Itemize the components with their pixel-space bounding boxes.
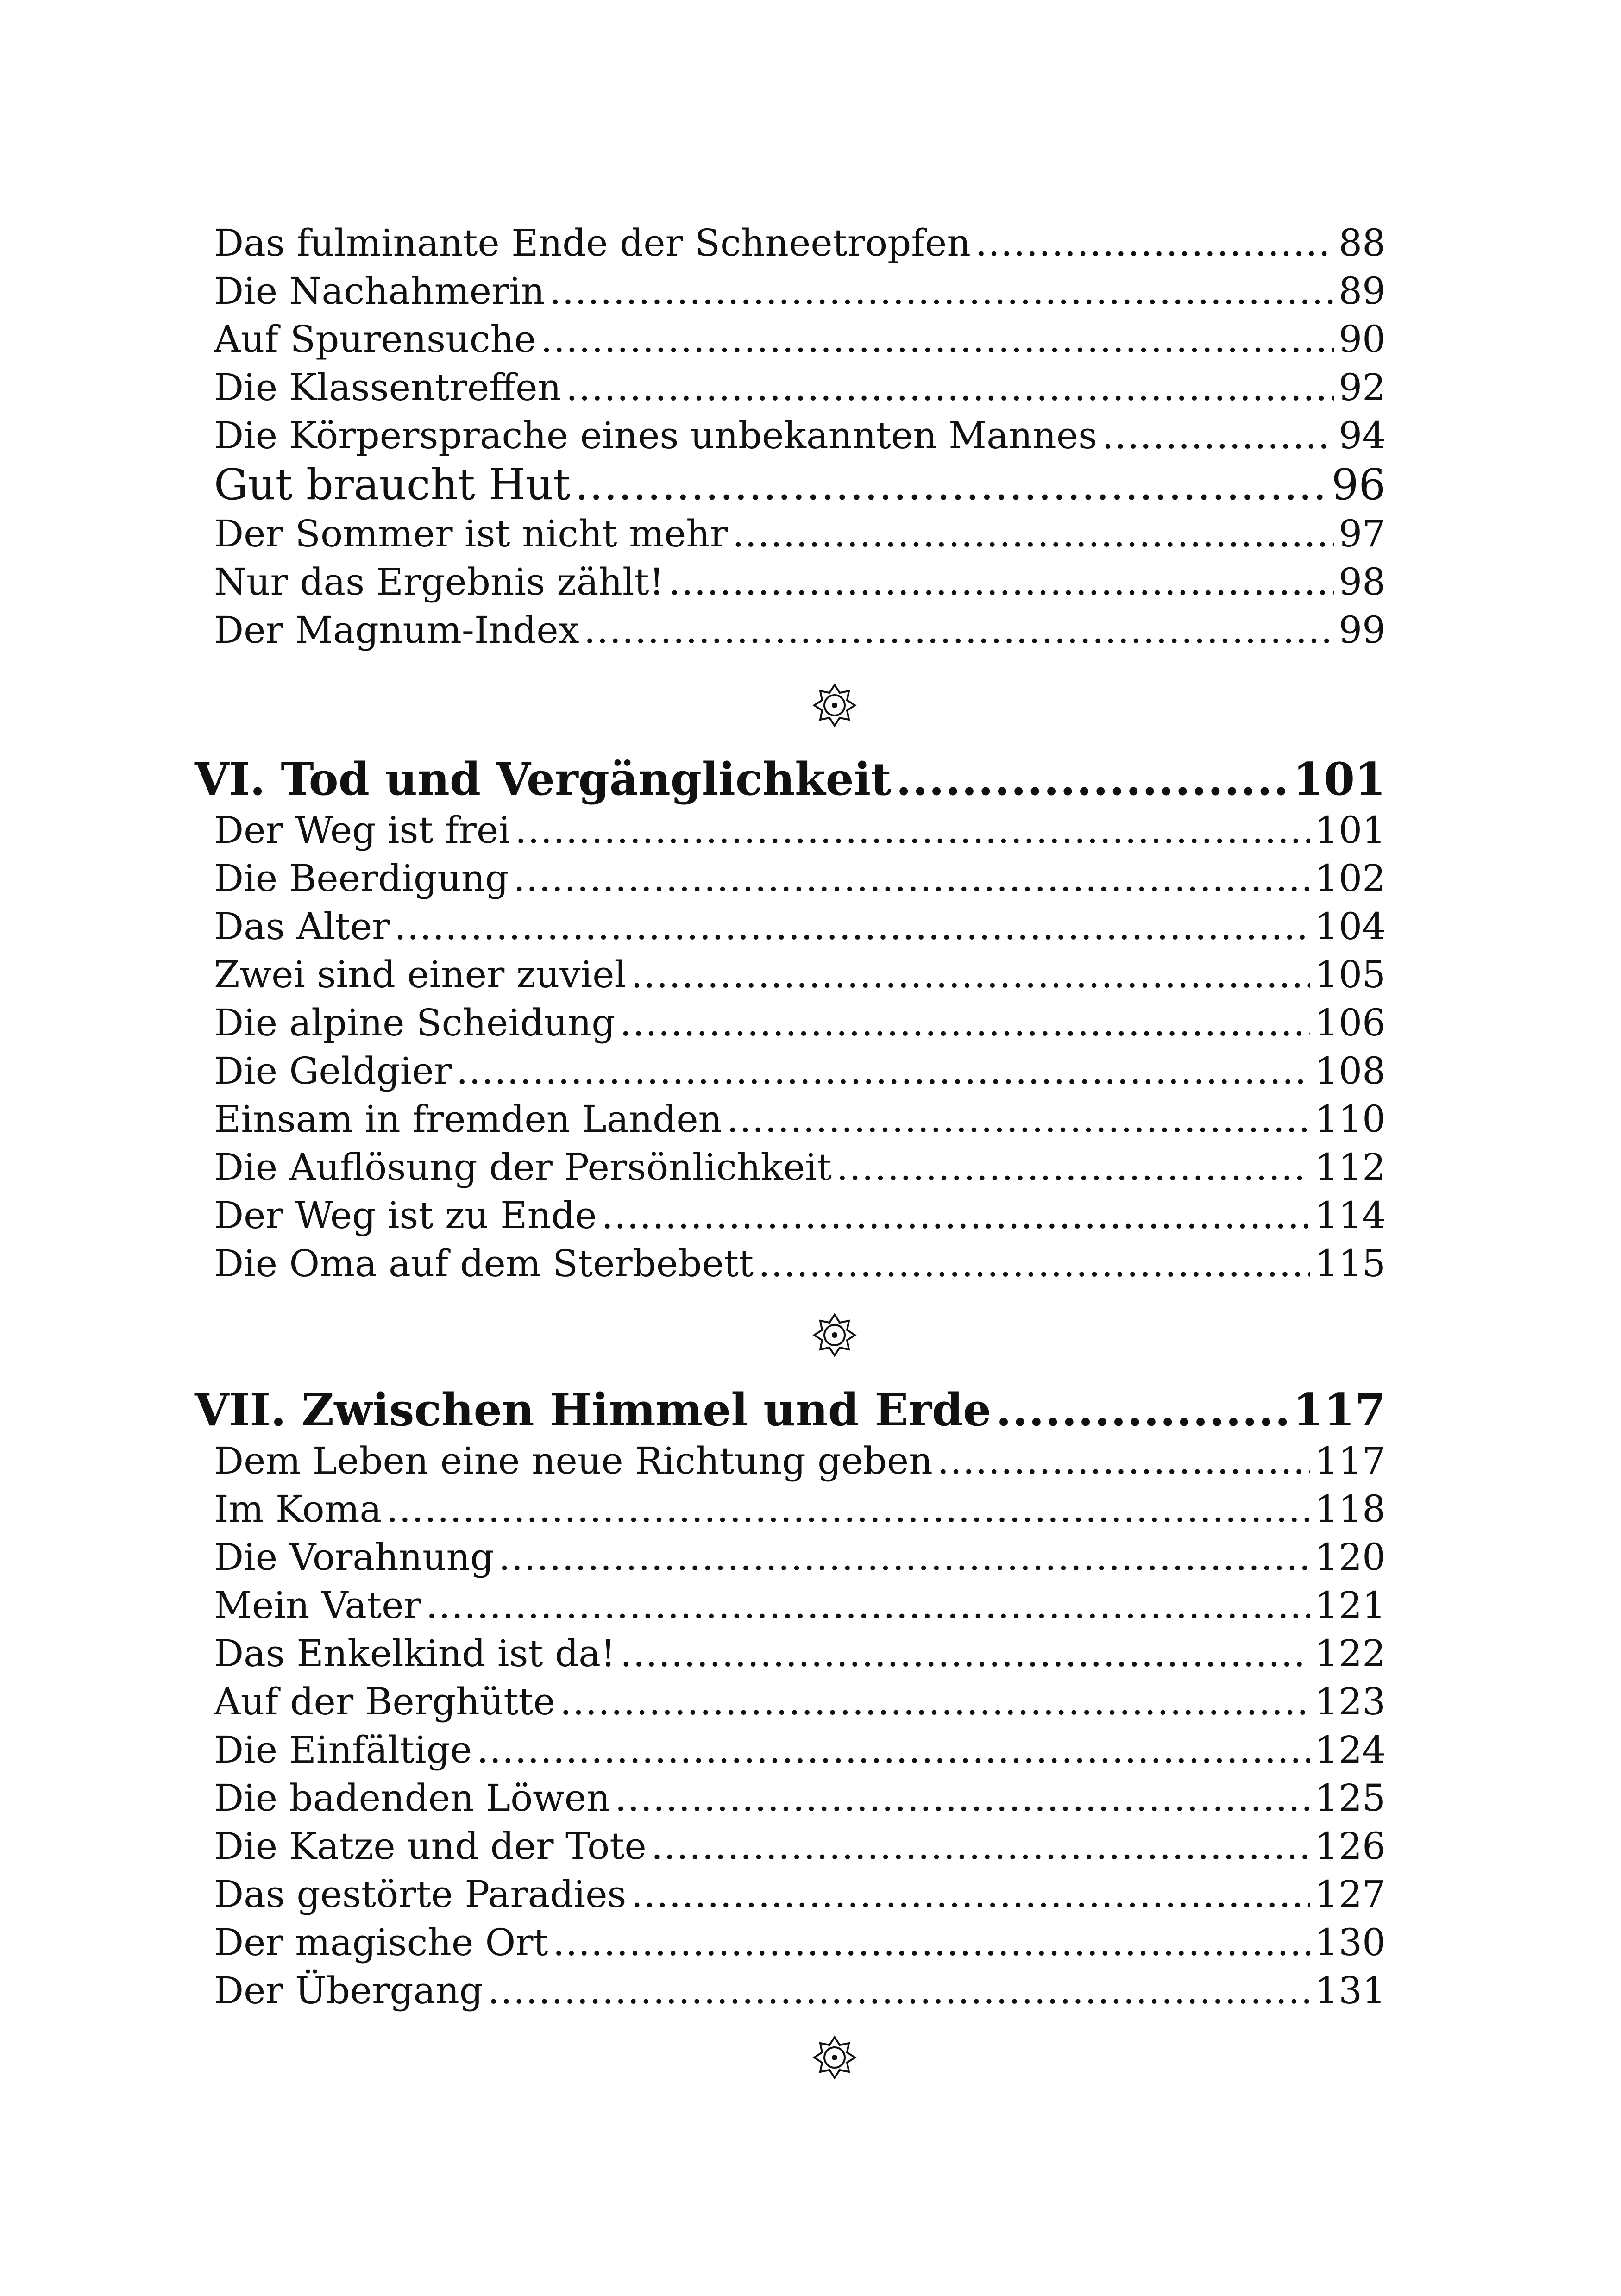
page-number: 112 [1315,1146,1386,1189]
toc-entry[interactable] [214,267,1386,315]
toc-entry[interactable] [214,315,1386,364]
sun-ornament-icon [811,2034,858,2081]
dot-leader [477,1726,1310,1774]
dot-leader [996,1386,1288,1434]
dot-leader [937,1437,1311,1485]
page-number: 118 [1315,1487,1386,1531]
page-number: 122 [1315,1632,1386,1675]
toc-entry[interactable] [214,461,1386,509]
entry-title: Der Magnum-Index [214,609,579,652]
sun-ornament-icon [811,682,858,728]
toc-entry[interactable] [214,1678,1386,1726]
dot-leader [386,1485,1310,1533]
page-number: 130 [1315,1921,1386,1964]
entry-title: Dem Leben eine neue Richtung geben [214,1439,933,1482]
page-number: 94 [1338,414,1386,457]
page-number: 92 [1338,366,1386,409]
dot-leader [896,755,1288,803]
page-number: 117 [1315,1439,1386,1482]
dot-leader [631,951,1310,999]
heading-title: VI. Tod und Vergänglichkeit [195,753,892,805]
toc-entry[interactable] [214,903,1386,951]
toc-entry[interactable] [214,219,1386,267]
dot-leader [758,1240,1310,1288]
entry-title: Das Enkelkind ist da! [214,1632,616,1675]
entry-title: Die Geldgier [214,1049,452,1092]
toc-entry[interactable] [214,1437,1386,1485]
entry-title: Die Nachahmerin [214,270,545,313]
dot-leader [560,1678,1310,1726]
page-number: 89 [1338,270,1386,313]
entry-title: Der Weg ist frei [214,809,510,852]
page-number: 125 [1315,1776,1386,1819]
section-heading[interactable] [195,1386,1386,1434]
page-number: 101 [1293,753,1386,805]
dot-leader [620,1630,1310,1678]
toc-entry[interactable] [214,854,1386,903]
page-number: 90 [1338,318,1386,361]
page-number: 105 [1315,953,1386,996]
dot-leader [615,1774,1311,1822]
entry-title: Gut braucht Hut [214,460,571,509]
page-number: 114 [1315,1194,1386,1237]
toc-entry[interactable] [214,999,1386,1047]
page-number: 121 [1315,1584,1386,1627]
page-number: 99 [1338,609,1386,652]
toc-entry[interactable] [214,1822,1386,1870]
toc-entry[interactable] [214,1485,1386,1533]
toc-entry[interactable] [214,412,1386,460]
page-number: 106 [1315,1001,1386,1044]
entry-title: Das fulminante Ende der Schneetropfen [214,221,971,264]
dot-leader [513,854,1310,903]
toc-entry[interactable] [214,1047,1386,1095]
dot-leader [651,1822,1311,1870]
page-number: 97 [1338,512,1386,555]
entry-title: Einsam in fremden Landen [214,1098,723,1141]
toc-entry[interactable] [214,1726,1386,1774]
entry-title: Das Alter [214,905,390,948]
dot-leader [575,461,1327,509]
dot-leader [620,999,1310,1047]
sun-ornament-icon [811,1312,858,1358]
dot-leader [426,1581,1311,1630]
toc-entry[interactable] [214,510,1386,558]
toc-entry[interactable] [214,558,1386,606]
entry-title: Der Übergang [214,1969,484,2012]
toc-entry[interactable] [214,806,1386,854]
entry-title: Nur das Ergebnis zählt! [214,560,664,603]
dot-leader [975,219,1334,267]
toc-entry[interactable] [214,1919,1386,1967]
page-number: 88 [1338,221,1386,264]
entry-title: Die Oma auf dem Sterbebett [214,1242,754,1285]
entry-title: Auf Spurensuche [214,318,536,361]
page-number: 124 [1315,1728,1386,1771]
page-number: 115 [1315,1242,1386,1285]
entry-title: Die Beerdigung [214,857,509,900]
toc-entry[interactable] [214,1240,1386,1288]
dot-leader [732,510,1334,558]
dot-leader [498,1533,1310,1581]
entry-title: Auf der Berghütte [214,1680,555,1723]
dot-leader [394,903,1310,951]
entry-title: Der Sommer ist nicht mehr [214,512,728,555]
entry-title: Die Katze und der Tote [214,1825,647,1868]
entry-title: Zwei sind einer zuviel [214,953,627,996]
entry-title: Die Auflösung der Persönlichkeit [214,1146,832,1189]
entry-title: Im Koma [214,1487,382,1531]
dot-leader [553,1919,1311,1967]
page-number: 126 [1315,1825,1386,1868]
dot-leader [602,1192,1311,1240]
dot-leader [515,806,1310,854]
toc-entry[interactable] [214,951,1386,999]
page-number: 101 [1315,809,1386,852]
dot-leader [456,1047,1310,1095]
dot-leader [540,315,1334,364]
entry-title: Die alpine Scheidung [214,1001,616,1044]
entry-title: Die Einfältige [214,1728,472,1771]
toc-entry[interactable] [214,1774,1386,1822]
page-number: 123 [1315,1680,1386,1723]
dot-leader [584,606,1334,654]
page-number: 120 [1315,1536,1386,1579]
dot-leader [566,364,1334,412]
heading-title: VII. Zwischen Himmel und Erde [195,1384,992,1436]
entry-title: Mein Vater [214,1584,421,1627]
dot-leader [488,1967,1310,2015]
toc-entry[interactable] [214,606,1386,654]
section-heading[interactable] [195,755,1386,803]
dot-leader [836,1143,1310,1192]
page-number: 131 [1315,1969,1386,2012]
page-number: 117 [1293,1384,1386,1436]
entry-title: Die Körpersprache eines unbekannten Mannes [214,414,1098,457]
toc-entry[interactable] [214,1581,1386,1630]
page-number: 110 [1315,1098,1386,1141]
toc-entry[interactable] [214,364,1386,412]
page-number: 104 [1315,905,1386,948]
toc-entry[interactable] [214,1533,1386,1581]
page-number: 98 [1338,560,1386,603]
toc-entry[interactable] [214,1967,1386,2015]
page-number: 127 [1315,1873,1386,1916]
toc-entry[interactable] [214,1870,1386,1919]
entry-title: Die Vorahnung [214,1536,494,1579]
page-number: 102 [1315,857,1386,900]
toc-entry[interactable] [214,1630,1386,1678]
dot-leader [1102,412,1334,460]
entry-title: Der magische Ort [214,1921,548,1964]
entry-title: Das gestörte Paradies [214,1873,627,1916]
page-number: 96 [1331,460,1386,509]
page-number: 108 [1315,1049,1386,1092]
toc-entry[interactable] [214,1192,1386,1240]
entry-title: Der Weg ist zu Ende [214,1194,597,1237]
toc-entry[interactable] [214,1095,1386,1143]
entry-title: Die Klassentreffen [214,366,561,409]
entry-title: Die badenden Löwen [214,1776,610,1819]
dot-leader [631,1870,1310,1919]
dot-leader [727,1095,1310,1143]
dot-leader [669,558,1334,606]
dot-leader [549,267,1334,315]
toc-entry[interactable] [214,1143,1386,1192]
